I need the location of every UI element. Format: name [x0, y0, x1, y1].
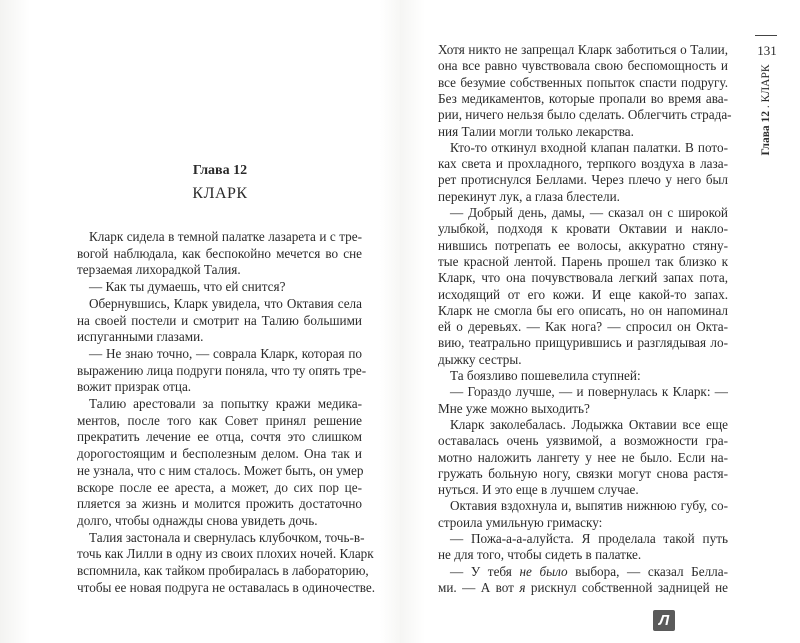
text-line: вспомнила, как тайком пробиралась в лабораторию,: [77, 563, 369, 578]
text-line: вию, театрально прищурившись и разглядывая ло-: [438, 335, 728, 351]
text-line: гружать больную ногу, связки могут снова растя-: [438, 465, 728, 481]
text-line: — Пожа-а-а-алуйста. Я проделала такой путь: [450, 531, 728, 546]
text-line: Талия застонала и свернулась клубочком, точь-в-: [89, 529, 365, 545]
text-line: вогой наблюдала, как беспокойно мечется во сне: [77, 245, 362, 261]
text-line: дорогостоящим и бесполезным делом. Она так и: [77, 446, 362, 462]
text-line: тые красной лентой. Парень прошел так близко к: [438, 253, 728, 269]
text-line: Обернувшись, Кларк увидела, что Октавия села: [89, 295, 362, 311]
italic-text: я: [519, 579, 526, 595]
text-line: все безумие собственных попыток спасти подругу.: [438, 74, 728, 90]
text-line: нуться. И это еще в лучшем случае.: [438, 482, 639, 498]
publisher-logo: Л: [653, 610, 675, 631]
text-segment: — У тебя: [450, 563, 520, 579]
running-head-rule: [755, 35, 777, 36]
right-page: [400, 0, 800, 643]
text-line: оставалась очень уязвимой, а возможности гра-: [438, 433, 728, 449]
text-line: не узнала, что с ним сталось. Может быть, он умер: [77, 462, 364, 478]
text-line: — Не знаю точно, — соврала Кларк, которая по: [89, 345, 362, 361]
running-head-separator: .: [760, 102, 772, 111]
text-line: — Гораздо лучше, — и повернулась к Кларк: —: [450, 384, 728, 400]
text-line: Та боязливо пошевелила ступней:: [450, 368, 641, 383]
text-line: прекратить лечение ее отца, сочтя это слишком: [77, 429, 362, 445]
text-line: чтобы ее новая подруга не оставалась в одиночестве.: [77, 579, 376, 595]
text-line: ментов, после того как Совет принял решение: [77, 412, 362, 428]
page-number: 131: [757, 43, 777, 58]
chapter-title: КЛАРК: [192, 185, 248, 202]
text-segment: выбора, — сказал Белла-: [567, 563, 729, 579]
text-line: Хотя никто не запрещал Кларк заботиться о Талии,: [438, 42, 728, 57]
running-head-chapter: Глава 12: [760, 110, 772, 156]
italic-text: не было: [519, 563, 568, 579]
text-line: Кларк, что она почувствовала легкий запах пота,: [438, 270, 728, 286]
text-line: Мне уже можно выходить?: [438, 400, 590, 416]
text-line: на своей постели и смотрит на Талию большими: [77, 312, 362, 328]
text-line: рии, ничего нельзя было сделать. Облегчить страда-: [438, 107, 732, 123]
chapter-number: Глава 12: [192, 163, 248, 178]
text-line: — Как ты думаешь, что ей снится?: [89, 279, 286, 295]
text-line: испуганными глазами.: [77, 329, 204, 345]
text-line: выражению лица подруги поняла, что ту опять тре-: [77, 362, 367, 378]
text-line: пляется за жизнь и молится прожить достаточно: [77, 496, 362, 512]
text-line: Октавия вздохнула и, выпятив нижнюю губу, со-: [450, 498, 728, 514]
text-line: Без медикаментов, которые пропали во время ава-: [438, 90, 728, 106]
text-line: Кто-то откинул входной клапан палатки. В пото-: [450, 139, 728, 155]
text-line: строила умильную гримаску:: [438, 514, 603, 530]
text-line: долго, чтобы однажды снова увидеть дочь.: [77, 512, 318, 528]
text-line: исходящий от его кожи. И еще какой-то запах.: [438, 286, 728, 302]
text-line: перекинут лук, а глаза блестели.: [438, 188, 620, 204]
text-line: [438, 580, 728, 596]
text-line: терзаемая лихорадкой Талия.: [77, 262, 241, 278]
text-segment: ми. — А вот: [438, 579, 520, 595]
text-line: [450, 564, 728, 580]
text-line: ей о деревьях. — Как нога? — спросил он Окта-: [438, 319, 728, 335]
text-line: ках света и прохладного, терпкого воздуха в лаза-: [438, 156, 728, 172]
text-line: точь как Лилли в одну из своих плохих ночей. Кларк: [77, 546, 374, 562]
text-line: Талию арестовали за попытку кражи медика-: [89, 396, 362, 411]
text-line: ния Талии могли только лекарства.: [438, 123, 634, 139]
text-line: — Добрый день, дамы, — сказал он с широкой: [450, 205, 728, 220]
text-line: мотно наложить лангету у нее не было. Если на-: [438, 449, 728, 465]
text-line: вскоре после ее ареста, а может, до сих пор це-: [77, 479, 362, 495]
text-segment: рискнул собственной задницей не: [525, 579, 728, 595]
running-head-title: КЛАРК: [760, 64, 772, 103]
text-line: она все равно чувствовала свою беспомощность и: [438, 58, 728, 74]
text-line: Кларк не смогла бы его описать, но он напоминал: [438, 302, 728, 318]
text-line: рет протиснулся Беллами. Через плечо у него был: [438, 172, 728, 188]
running-head: [760, 64, 772, 155]
text-line: не для того, чтобы сидеть в палатке.: [438, 547, 642, 563]
text-line: вожит призрак отца.: [77, 379, 192, 395]
text-line: дыжку сестры.: [438, 351, 522, 367]
text-line: Кларк заколебалась. Лодыжка Октавии все еще: [450, 416, 728, 432]
text-line: улыбкой, подходя к кровати Октавии и накло-: [438, 221, 728, 237]
text-line: нившись потрепать ее волосы, аккуратно стяну-: [438, 237, 728, 253]
text-line: Кларк сидела в темной палатке лазарета и с тре-: [89, 229, 362, 244]
